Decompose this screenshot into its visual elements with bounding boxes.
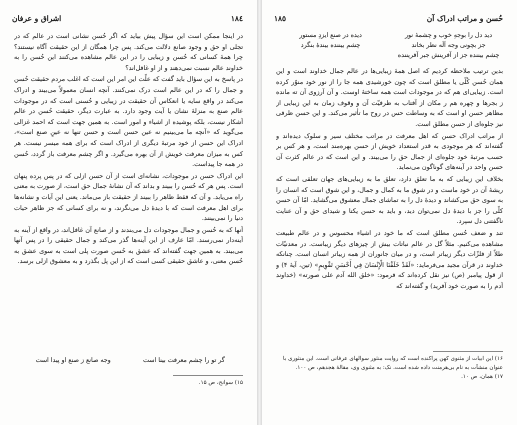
left-page-footnotes [14, 379, 243, 389]
right-page-header [274, 14, 503, 26]
footnote: ۱۵) سوانح، ص ۱۵. [198, 380, 243, 386]
footnote-rule [433, 351, 503, 352]
paragraph: بدین ترتیب ملاحظه کردیم که اصل همهٔ زیبایی‌ها در عالم جمال خداوند است و این همان حُسن کُلّی یا مطلق است که چون خورشیدی همه جا را از نور خود منوّر کرده است. زیبایی‌ای هم که در موجودات است همه ساختهٔ اوست. و آن آرزوی آن ته مانده ز بجرها و چهره هم ر مکان از آفتاب به ظرفیّت آن و وقوف زمان به این زیبایی از مظاهر حسن او است که به وساطت حس در روح ما تأثیر می‌کند. و این حسن ظرفی نیز جلوه‌ای از حسن مطلق است. [276, 67, 503, 128]
footnote: ۱۷) همان، ص ۱۰. [461, 374, 503, 381]
left-page-body [14, 31, 243, 349]
footnote: ۱۶) این ابیات از مثنوی کهن پراکنده است که روایت منثور سوالهای عرفانی است. این منثوری با عنوان منشآت به نام بی‌هرمنت داده شده است. نک: به مثنوی وی، مقالهٔ هجدهم، ص ۱۰۰. [283, 356, 503, 371]
paragraph: بخلاف این زیبایی که به ما تعلق دارد، تعلق ما به زیبایی‌های جهان تعلقی است که ریشهٔ آن در خود ماست و در شوق ما به کمال و جمال، و این شوق است که انسان را به سوی حق می‌کشاند و دیدهٔ دل را به تماشای جمال معشوق می‌گشاید. امّا آن حسن کلّی را جز با دیدهٔ دل نمی‌توان دید، و باید به حسن یکتا و شیدای حق و آن عنایت ناگفتنی دل سپرد. [276, 174, 503, 226]
right-page-body [276, 66, 503, 344]
paragraph: در پاسخ به این سؤال باید گفت که علّت این امر این است که اغلب مردم حقیقت حُسن و جمال را که در این عالم است درک نمی‌کنند. آنچه انسان معمولاً می‌بیند و ادراک می‌کند در واقع سایه یا انعکاس آن حقیقت در زیبایی و حُسنی است که در موجودات عالم صنع به منزلهٔ نشان یا آیت وجود دارد. به عبارت دیگر، حقیقت حُسن در عالم آشکار نیست، بلکه پوشیده از اشیاء و امور است. به همین جهت است که احمد غزالی می‌گوید که «آنچه ما می‌بینیم نه عین حسن است و حسن تنها نه عینِ صنع است»، ادراک این حسن از خود مرتبهٔ دیگری از ادراک است که برای همه میسر نیست. هر کس به میزان معرفت خویش از آن بهره می‌گیرد. و اگر چشم معرفت باز گردد، حُسن در همه جا پیداست. [14, 75, 243, 169]
paragraph: تند و ضعف حُسن مطلق است که ما خود در اشیاء محسوس و در عالم طبیعت مشاهده می‌کنیم. مثلاً گل در عالم نباتات بیش از چیزهای دیگر زیباست. در معدنیّات طلاً از فلزّات دیگر زیباتر است، و در میان جانوران از همه زیباتر انسان است. چنانکه خداوند در قرآن مجید می‌فرماید: «لَقَدْ خَلَقْنَا الْإِنْسَانَ فِي أَحْسَنِ تَقْوِيمٍ» (تین، آیهٔ ۴) و از قول پیامبر (ص) نیز نقل کرده‌اند که فرمود: «خلق الله آدم علی صورته» (خداوند آدم را به صورت خود آفرید) و گفته‌اند که [276, 228, 503, 290]
right-page-running-title: حُسن و مراتب ادراک آن [426, 14, 503, 23]
paragraph: در اینجا ممکن است این سؤال پیش بیاید که اگر حُسن نشانی است در عالم که در تجلی او حق و وجود صانع دلالت می‌کند. پس چرا همگان از این حقیقت آگاه نیستند؟ چرا همهٔ کسانی که حُسن و زیبایی را در این عالم مشاهده می‌کنند این حُسن را به خداوند عالم نسبت نمی‌دهند و از او غافل‌اند؟ [14, 32, 243, 72]
verse-hemistich [394, 31, 503, 61]
verse-line: دید دل را بوجهِ خوب و چشمهٔ نور [405, 32, 493, 39]
paragraph: آنها که به حُسن و جمال موجودات دل می‌بندند و از صانع آن غافل‌اند، در واقع از آینه به آینه‌دار نمی‌رسند. امّا عارف از این آینه‌ها گذر می‌کند و جمال حقیقی را در پس آنها می‌بیند. به همین جهت گفته‌اند که عشق به حُسن صورت پلی است به سوی عشق به حُسن معنی، و عاشق حقیقی کسی است که از این پل بگذرد و به معشوق ازلی برسد. [14, 225, 243, 266]
paragraph: این ادراک حسن در موجودات، نشانه‌ای است از آن حسن ازلی که در پس پرده پنهان است. پس هر که حُسن را ببیند و بداند که آن نشانهٔ جمال حق است، از صورت به معنی راه می‌یابد. و آن که فقط ظاهر را ببیند از حقیقت باز می‌ماند. یعنی این آیات و نشانه‌ها برای اهل معرفت است که با دیدهٔ دل می‌نگرند، و نه برای کسانی که جز ظاهر حیات دنیا را نمی‌بینند. [14, 171, 243, 223]
left-page-header [12, 14, 243, 26]
left-page-number: ١٨٤ [230, 14, 243, 23]
paragraph: از مراتب ادراک حسن که اهل معرفت در مراتب مختلف سیر و سلوک دیده‌اند و گفته‌اند که هر موجودی به قدر استعداد خویش از حسن بهره‌مند است، و هر کس بر حسب مرتبهٔ خود جلوه‌ای از جمال حق را می‌بیند. و این است که در عالم کثرت آن حسن واحد در آینه‌های گوناگون می‌نماید. [276, 131, 503, 172]
left-page-closing-verse [22, 356, 235, 366]
right-page-opening-verse [276, 31, 503, 61]
right-page [262, 0, 517, 425]
verse-line: چشم بیننده بیندهٔ بنگرد [300, 42, 361, 49]
left-page [0, 0, 257, 425]
footnote-rule [173, 375, 243, 376]
verse-hemistich [276, 31, 385, 61]
verse-line: جز بچونی وجه اَلَه نظر بخاند [411, 42, 486, 49]
verse-line: گر تو را چشم معرفت بینا است [143, 357, 225, 364]
verse-line: چشم بیننده جز از آفرینش جبر آفریننده [397, 52, 500, 59]
verse-line: وجه صانع ز صنع او پیدا است [35, 357, 111, 364]
left-page-running-title: اشراق و عرفان [12, 14, 62, 23]
right-page-number: ١٨٥ [274, 14, 287, 23]
verse-line: دیده در صنع ایزدِ مستور [299, 32, 362, 39]
right-page-footnotes [276, 355, 503, 383]
